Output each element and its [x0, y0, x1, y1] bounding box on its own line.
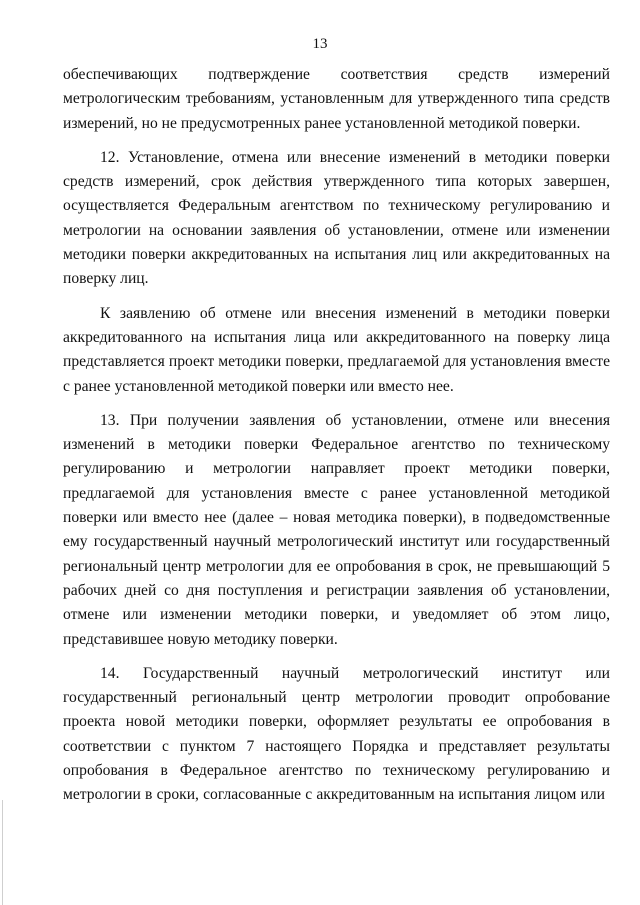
paragraph-continuation: обеспечивающих подтверждение соответствия средств измерений метрологическим требованиям, установленным для утвержденного типа средств измерений, но не предусмотренных ранее установленной методикой поверки. — [63, 66, 610, 132]
document-body — [63, 63, 610, 808]
scan-edge-line — [2, 800, 3, 905]
paragraph-item-14: 14. Государственный научный метрологический институт или государственный региональный центр метрологии проводит опробование проекта новой методики поверки, оформляет результаты ее опробования в соответствии с пунктом 7 настоящего Порядка и представляет результаты опробования в Федеральное агентство по техническому регулированию и метрологии в сроки, согласованные с аккредитованным на испытания лицом или — [63, 664, 610, 804]
paragraph-item-12-application: К заявлению об отмене или внесения изменений в методики поверки аккредитованного на испытания лица или аккредитованного на поверку лица представляется проект методики поверки, предлагаемой для установления вместе с ранее установленной методикой поверки или вместо нее. — [63, 304, 610, 395]
paragraph-item-13: 13. При получении заявления об установлении, отмене или внесения изменений в методики поверки Федеральное агентство по техническому регулированию и метрологии направляет проект методики поверки, предлагаемой для установления вместе с ранее установленной методикой поверки или вместо нее (далее – новая методика поверки), в подведомственные ему государственный научный метрологический институт или государственный региональный центр метрологии для ее опробования в срок, не превышающий 5 рабочих дней со дня поступления и регистрации заявления об установлении, отмене или изменении методики поверки, и уведомляет об этом лицо, представившее новую методику поверки. — [63, 411, 610, 648]
paragraph-item-12: 12. Установление, отмена или внесение изменений в методики поверки средств измерений, срок действия утвержденного типа которых завершен, осуществляется Федеральным агентством по техническому регулированию и метрологии на основании заявления об установлении, отмене или изменении методики поверки аккредитованных на испытания лиц или аккредитованных на поверку лиц. — [63, 148, 610, 288]
page-number: 13 — [312, 36, 328, 52]
